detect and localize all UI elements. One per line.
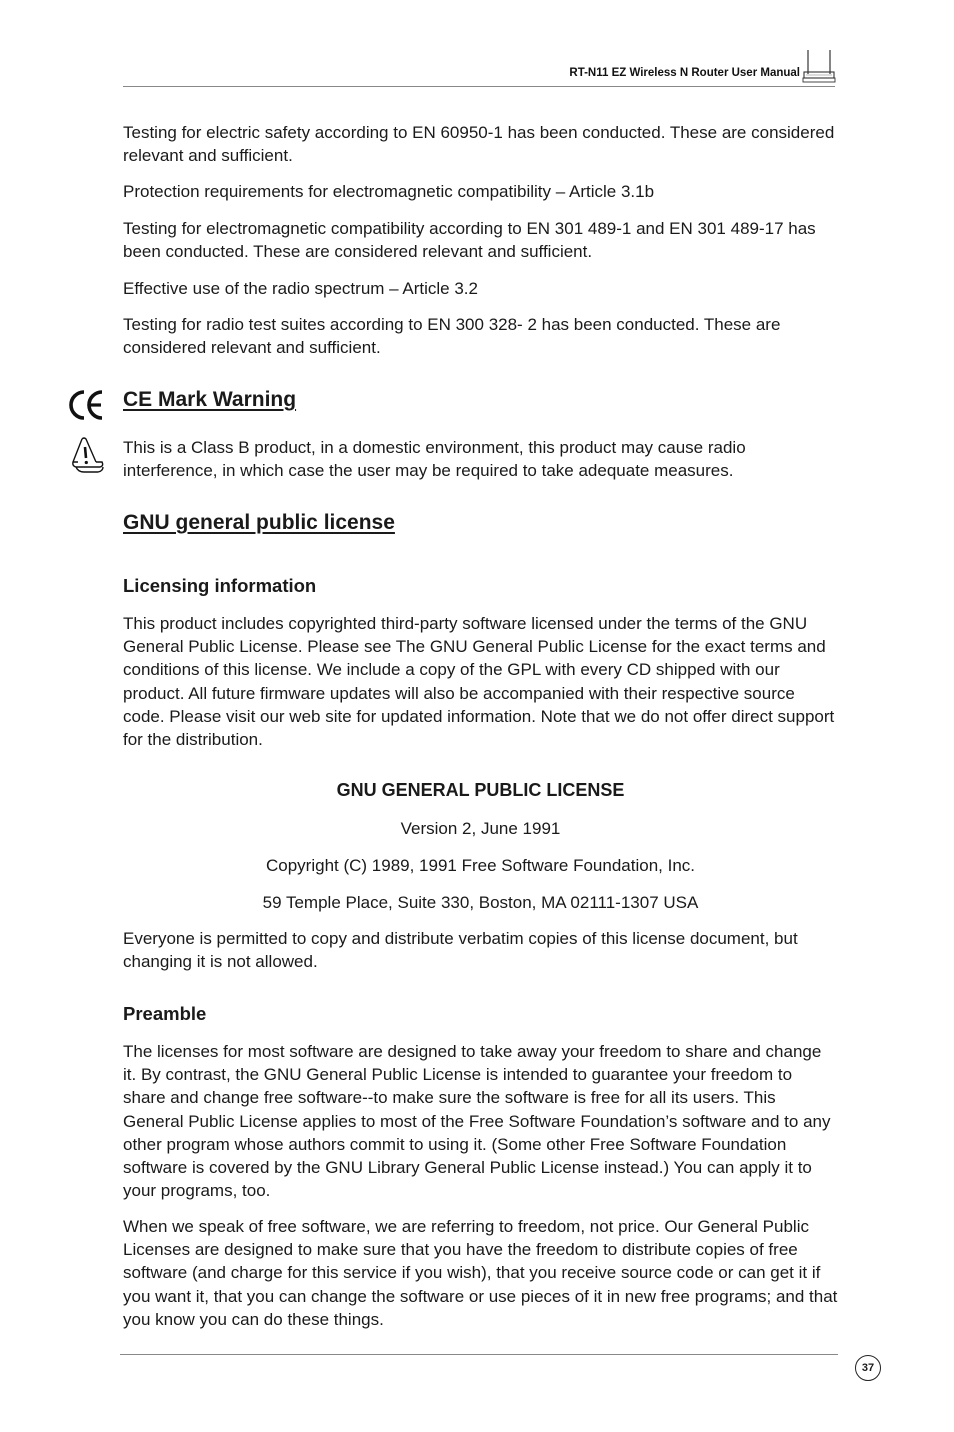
gpl-copyright: Copyright (C) 1989, 1991 Free Software Foundation, Inc. bbox=[265, 856, 695, 875]
footer-divider bbox=[120, 1354, 838, 1355]
intro-paragraph-2: Protection requirements for electromagnetic compatibility – Article 3.1b bbox=[123, 182, 655, 201]
router-icon bbox=[802, 48, 836, 84]
intro-paragraph-4: Effective use of the radio spectrum – Article 3.2 bbox=[123, 279, 478, 298]
preamble-paragraph-1: The licenses for most software are designed to take away your freedom to share and change it. By contrast, the GNU General Public License is intended to guarantee your freedom to share and change free software--to make sure the software is free for all its users. This General Public License applies to most of the Free Software Foundation’s software and to any other program whose authors commit to using it. (Some other Free Software Foundation software is covered by the GNU Library General Public License instead.) You can apply it to your programs, too. bbox=[123, 1042, 831, 1201]
intro-paragraph-5: Testing for radio test suites according to EN 300 328- 2 has been conducted. These are considered relevant and sufficient. bbox=[123, 315, 781, 358]
gnu-license-heading: GNU general public license bbox=[123, 511, 395, 534]
gpl-permission: Everyone is permitted to copy and distribute verbatim copies of this license document, but changing it is not allowed. bbox=[123, 929, 798, 972]
page-number: 37 bbox=[855, 1355, 881, 1381]
ce-mark-body: This is a Class B product, in a domestic environment, this product may cause radio interference, in which case the user may be required to take adequate measures. bbox=[123, 438, 746, 481]
intro-paragraph-3: Testing for electromagnetic compatibility according to EN 301 489-1 and EN 301 489-17 has been conducted. These are considered relevant and sufficient. bbox=[123, 219, 816, 262]
preamble-heading: Preamble bbox=[123, 1003, 207, 1024]
intro-paragraph-1: Testing for electric safety according to EN 60950-1 has been conducted. These are considered relevant and sufficient. bbox=[123, 123, 835, 166]
manual-title: RT-N11 EZ Wireless N Router User Manual bbox=[569, 67, 800, 79]
ce-mark-heading: CE Mark Warning bbox=[123, 388, 297, 411]
licensing-information-body: This product includes copyrighted third-party software licensed under the terms of the GNU General Public License. Please see The GNU General Public License for the exact terms and conditions of this license. We include a copy of the GPL with every CD shipped with our product. All future firmware updates will also be accompanied with their respective source code. Please visit our web site for updated information. Note that we do not offer direct support for the distribution. bbox=[123, 614, 835, 750]
licensing-information-heading: Licensing information bbox=[123, 575, 317, 596]
gpl-version: Version 2, June 1991 bbox=[400, 819, 561, 838]
ce-mark-icon bbox=[68, 388, 106, 422]
preamble-paragraph-2: When we speak of free software, we are referring to freedom, not price. Our General Public Licenses are designed to make sure that you have the freedom to distribute copies of free software (and charge for this service if you wish), that you receive source code or can get it if you want it, that you can change the software or use pieces of it in new free programs; and that you know you can do these things. bbox=[123, 1217, 838, 1329]
warning-hand-icon bbox=[70, 436, 106, 476]
gpl-address: 59 Temple Place, Suite 330, Boston, MA 02111-1307 USA bbox=[262, 893, 699, 912]
header-divider bbox=[123, 86, 835, 87]
gpl-title: GNU GENERAL PUBLIC LICENSE bbox=[336, 780, 625, 800]
